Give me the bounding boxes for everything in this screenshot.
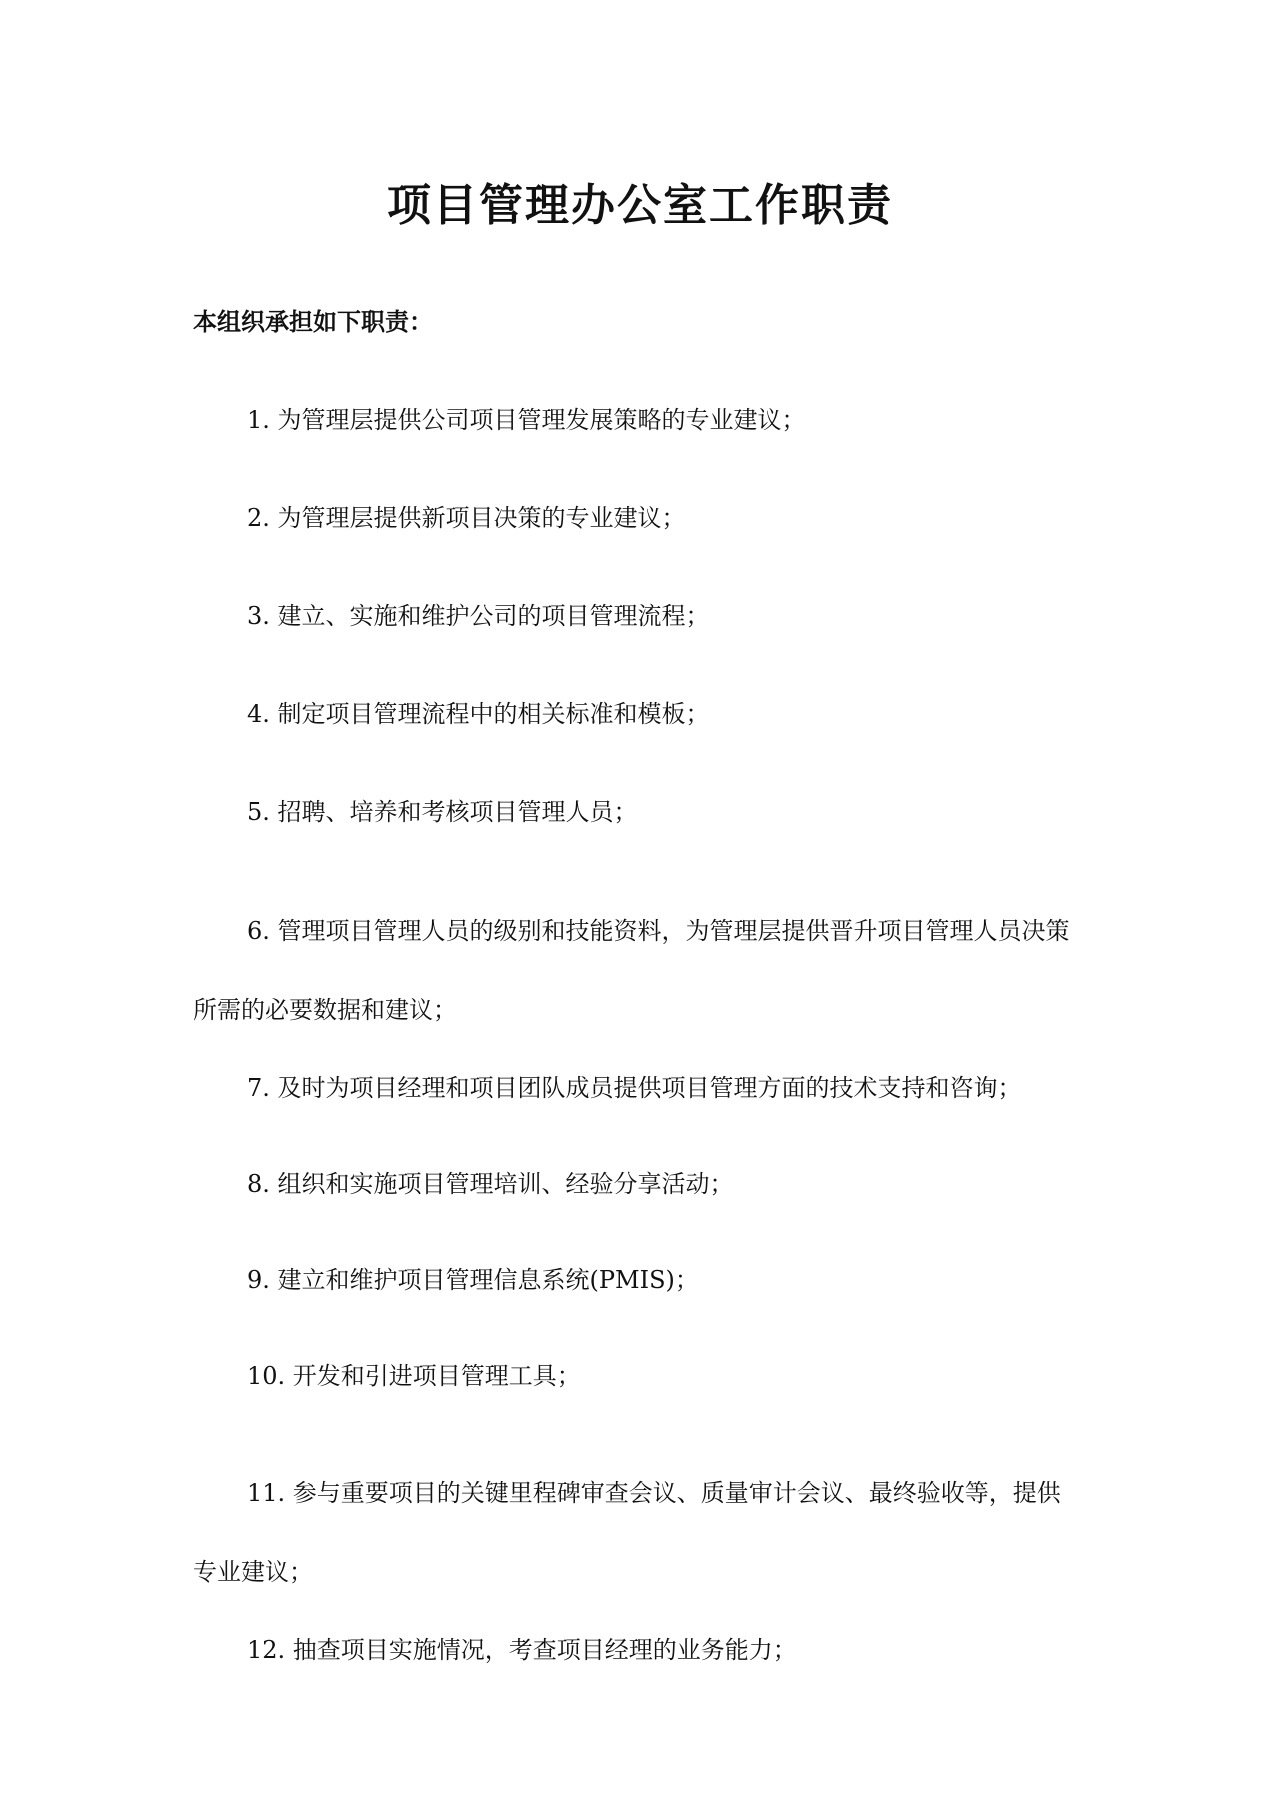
list-item: 5. 招聘、培养和考核项目管理人员； [247, 798, 638, 826]
list-item: 4. 制定项目管理流程中的相关标准和模板； [247, 700, 710, 728]
list-item: 3. 建立、实施和维护公司的项目管理流程； [247, 602, 710, 630]
list-item: 10. 开发和引进项目管理工具； [247, 1362, 581, 1390]
intro-text: 本组织承担如下职责： [193, 307, 433, 336]
list-item: 6. 管理项目管理人员的级别和技能资料，为管理层提供晋升项目管理人员决策所需的必要数据和建议； [193, 917, 1070, 1024]
list-item: 12. 抽查项目实施情况，考查项目经理的业务能力； [247, 1636, 797, 1664]
list-item: 7. 及时为项目经理和项目团队成员提供项目管理方面的技术支持和咨询； [247, 1074, 1022, 1102]
document-title: 项目管理办公室工作职责 [387, 180, 893, 231]
list-item: 1. 为管理层提供公司项目管理发展策略的专业建议； [247, 406, 806, 434]
list-item: 8. 组织和实施项目管理培训、经验分享活动； [247, 1170, 734, 1198]
list-item: 11. 参与重要项目的关键里程碑审查会议、质量审计会议、最终验收等，提供专业建议； [193, 1479, 1061, 1586]
list-item: 2. 为管理层提供新项目决策的专业建议； [247, 504, 686, 532]
list-item: 9. 建立和维护项目管理信息系统(PMIS)； [247, 1266, 699, 1294]
